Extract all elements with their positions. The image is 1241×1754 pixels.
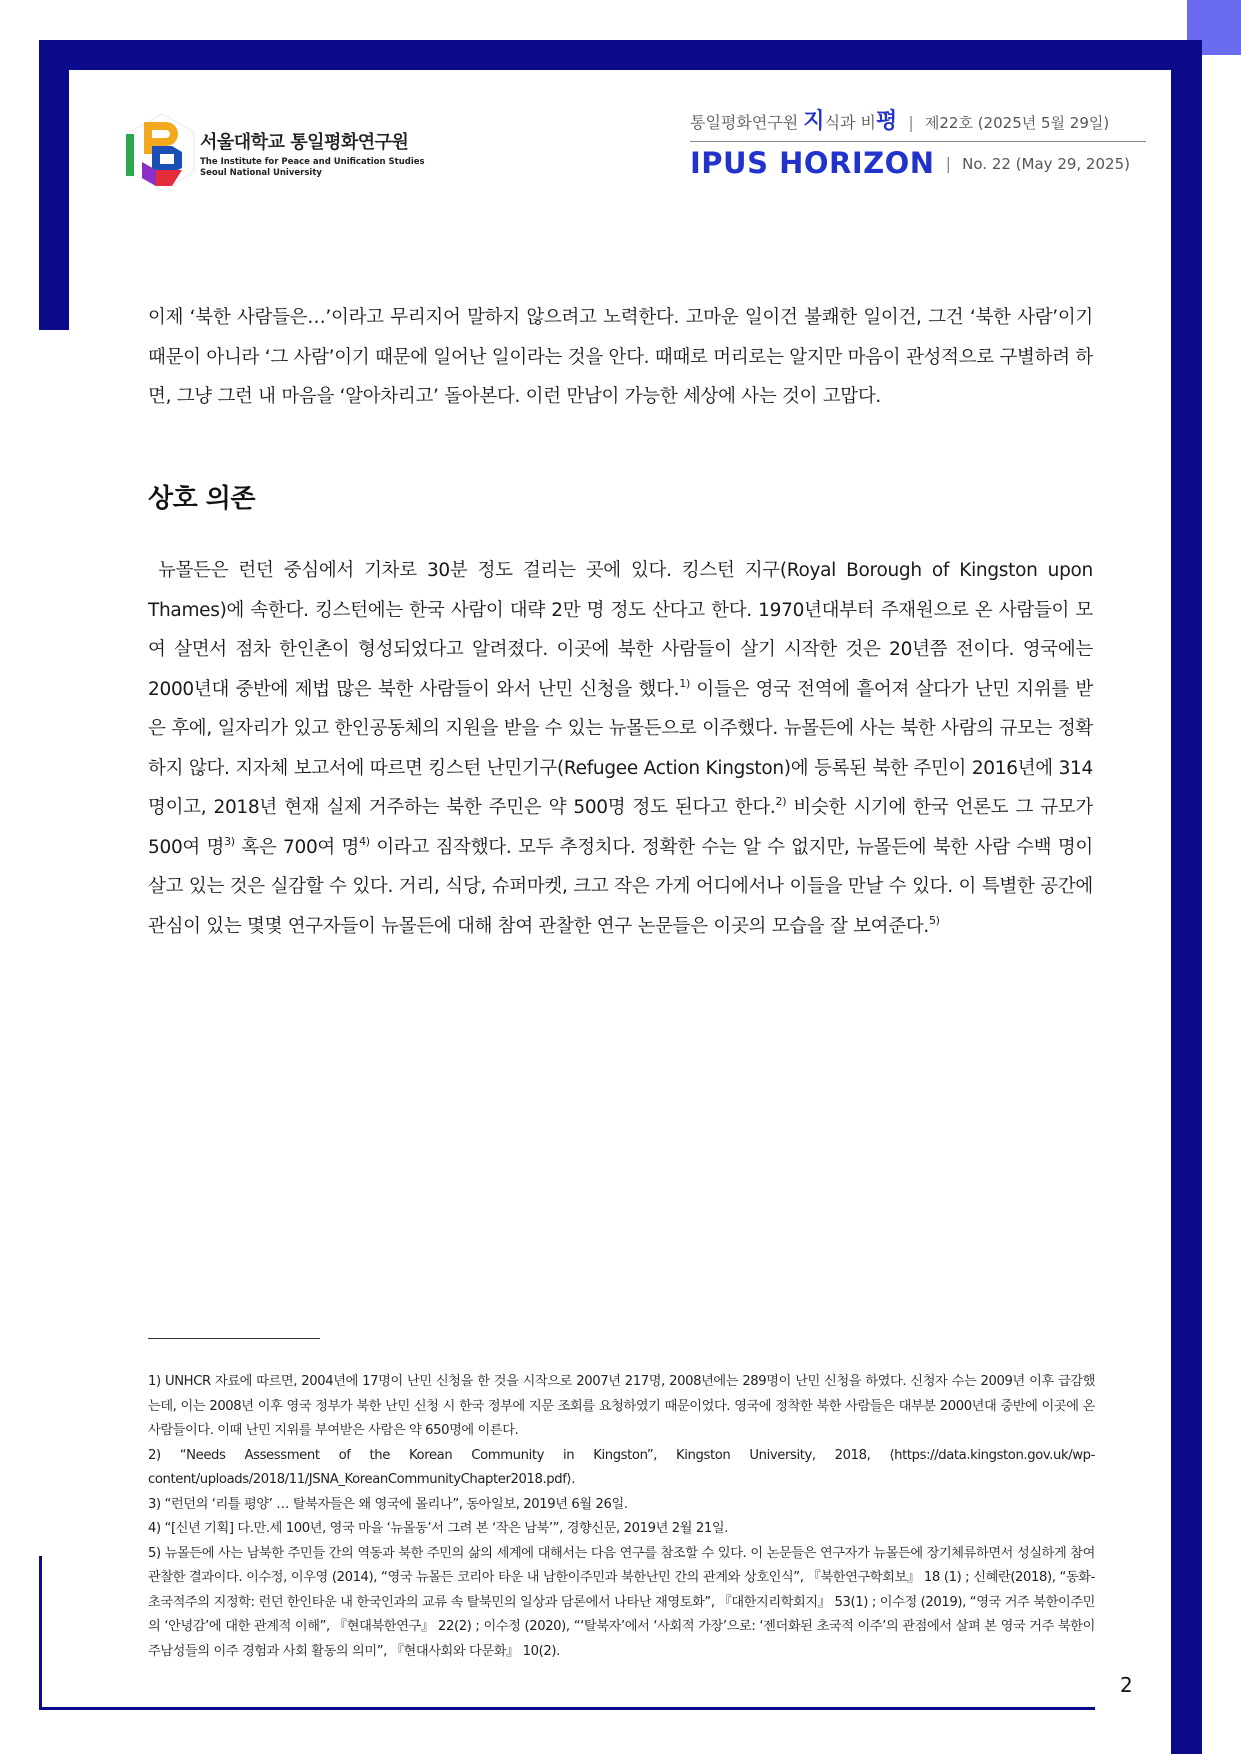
paragraph-text: 뉴몰든은 런던 중심에서 기차로 30분 정도 걸리는 곳에 있다. 킹스턴 지구(Royal Borough of Kingston upon Thames)에 속한다. 킹스턴에는 한국 사람이 대략 2만 명 정도 산다고 한다. 1970년대부터 주재원으로 온 사람들이 모여 살면서 점차 한인촌이 형성되었다고 알려졌다. 이곳에 북한 사람들이 살기 시작한 것은 20년쯤 전이다. 영국에는 2000년대 중반에 제법 많은 북한 사람들이 와서 난민 신청을 했다. — [148, 560, 1093, 700]
page-number: 2 — [1120, 1673, 1133, 1697]
masthead-rule — [690, 141, 1146, 142]
frame-left-bar — [39, 40, 69, 330]
body-paragraph-2 — [148, 551, 1093, 946]
footnote-3: 3) “런던의 ‘리틀 평양’ … 탈북자들은 왜 영국에 몰리나”, 동아일보, 2019년 6월 26일. — [148, 1496, 628, 1512]
footnote-5: 5) 뉴몰든에 사는 남북한 주민들 간의 역동과 북한 주민의 삶의 세계에 대해서는 다음 연구를 참조할 수 있다. 이 논문들은 연구자가 뉴몰든에 장기체류하면서 성실하게 참여 관찰한 결과이다. 이수정, 이우영 (2014), “영국 뉴몰든 코리아 타운 내 남한이주민과 북한난민 간의 관계와 상호인식”, 『북한연구학회보』 18 (1) ; 신혜란(2018), “동화-초국적주의 지정학: 런던 한인타운 내 한국인과의 교류 속 탈북민의 일상과 담론에서 나타난 재영토화”, 『대한지리학회지』 53(1) ; 이수정 (2019), “영국 거주 북한이주민의 ‘안녕감’에 대한 관계적 이해”, 『현대북한연구』 22(2) ; 이수정 (2020), “‘탈북자’에서 ‘사회적 가장’으로: ‘젠더화된 초국적 이주’의 관점에서 살펴 본 영국 거주 북한이주남성들의 이주 경험과 사회 활동의 의미”, 『현대사회와 다문화』 10(2). — [148, 1545, 1095, 1659]
institute-name-kr: 서울대학교 통일평화연구원 — [200, 132, 409, 153]
series-mid: 식과 비 — [824, 113, 877, 132]
footnote-2: 2) “Needs Assessment of the Korean Community in Kingston”, Kingston University, 2018, ⟨https://data.kingston.gov.uk/wp-content/uploads/2018/11/JSNA_KoreanCommunityChapter2018.pdf⟩. — [148, 1447, 1095, 1487]
series-title — [690, 104, 1109, 135]
paragraph-text: 이라고 짐작했다. 모두 추정치다. 정확한 수는 알 수 없지만, 뉴몰든에 북한 사람 수백 명이 살고 있는 것은 실감할 수 있다. 거리, 식당, 슈퍼마켓, 크고 작은 가게 어디에서나 이들을 만날 수 있다. 이 특별한 공간에 관심이 있는 몇몇 연구자들이 뉴몰든에 대해 참여 관찰한 연구 논문들은 이곳의 모습을 잘 보여준다. — [148, 836, 1093, 937]
series-prefix: 통일평화연구원 — [690, 113, 799, 132]
issue-en: No. 22 (May 29, 2025) — [962, 155, 1130, 173]
section-heading: 상호 의존 — [148, 484, 256, 514]
frame-right-bar — [1171, 40, 1202, 1754]
footnote-1: 1) UNHCR 자료에 따르면, 2004년에 17명이 난민 신청을 한 것을 시작으로 2007년 217명, 2008년에는 289명이 난민 신청을 하였다. 신청자 수는 2009년 이후 급감했는데, 이는 2008년 이후 영국 정부가 북한 난민 신청 시 한국 정부에 지문 조회를 요청하였기 때문이었다. 영국에 정착한 북한 사람들은 대부분 2000년대 중반에 이곳에 온 사람들이다. 이때 난민 지위를 부여받은 사람은 약 650명에 이른다. — [148, 1374, 1095, 1438]
frame-bottom-line — [39, 1707, 1095, 1710]
institute-name-en-2: Seoul National University — [200, 168, 322, 178]
footnote-ref-3[interactable]: 3) — [224, 834, 235, 848]
series-big-2: 평 — [876, 109, 898, 134]
paragraph-text: 비슷한 시기에 한국 언론도 그 규모가 500여 명 — [148, 797, 1093, 858]
paragraph-text: 이들은 영국 전역에 흩어져 살다가 난민 지위를 받은 후에, 일자리가 있고 한인공동체의 지원을 받을 수 있는 뉴몰든으로 이주했다. 뉴몰든에 사는 북한 사람의 규모는 정확하지 않다. 지자체 보고서에 따르면 킹스턴 난민기구(Refugee Action Kingston)에 등록된 북한 주민이 2016년에 314명이고, 2018년 현재 실제 거주하는 북한 주민은 약 500명 정도 된다고 한다. — [148, 678, 1093, 818]
paragraph-text: 혹은 700여 명 — [234, 836, 360, 858]
separator: | — [945, 154, 952, 173]
series-big-1: 지 — [803, 109, 825, 134]
institute-logo-icon — [122, 112, 202, 192]
institute-name-en-1: The Institute for Peace and Unification Studies — [200, 157, 425, 167]
footnote-ref-5[interactable]: 5) — [928, 913, 940, 927]
footnotes — [148, 1370, 1095, 1664]
brand-title: IPUS HORIZON — [690, 146, 935, 180]
footnote-ref-1[interactable]: 1) — [679, 676, 690, 690]
footnote-ref-2[interactable]: 2) — [775, 795, 787, 808]
separator: | — [908, 113, 914, 132]
frame-top-bar — [39, 40, 1202, 70]
frame-left-bottom-line — [39, 1556, 42, 1710]
institute-name — [200, 128, 425, 179]
footnote-ref-4[interactable]: 4) — [359, 834, 370, 848]
body-paragraph-1: 이제 ‘북한 사람들은…’이라고 무리지어 말하지 않으려고 노력한다. 고마운 일이건 불쾌한 일이건, 그건 ‘북한 사람’이기 때문이 아니라 ‘그 사람’이기 때문에 일어난 일이라는 것을 안다. 때때로 머리로는 알지만 마음이 관성적으로 구별하려 하면, 그냥 그런 내 마음을 ‘알아차리고’ 돌아본다. 이런 만남이 가능한 세상에 사는 것이 고맙다. — [148, 307, 1093, 407]
brand-line — [690, 146, 1130, 180]
issue-kr: 제22호 (2025년 5월 29일) — [924, 114, 1110, 132]
footnote-rule — [148, 1338, 320, 1339]
footnote-4: 4) “[신년 기획] 다.만.세 100년, 영국 마을 ‘뉴몰동’서 그려 본 ‘작은 남북’”, 경향신문, 2019년 2월 21일. — [148, 1521, 728, 1536]
